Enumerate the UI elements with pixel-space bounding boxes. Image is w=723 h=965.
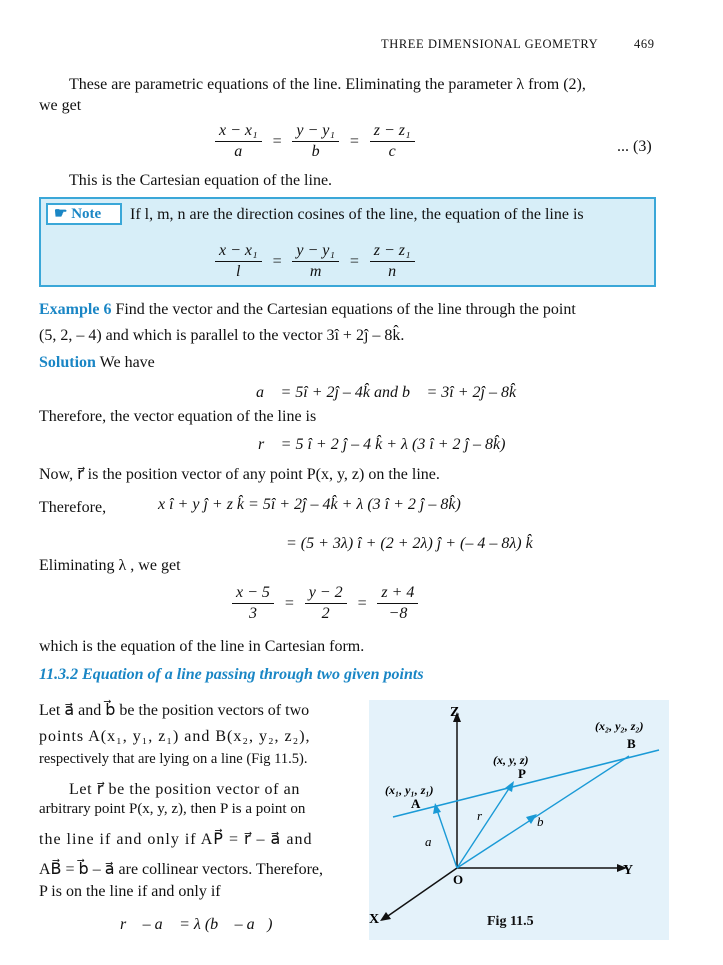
solution-line: Therefore, [39,499,107,516]
x-label: X [369,912,380,927]
point-b-label: B [627,736,636,751]
solution-eq: a⃗ = 5î + 2ĵ – 4k̂ and b⃗ = 3î + 2ĵ – 8k̂ [256,384,517,401]
section-line: Let r⃗ be the position vector of an [69,781,300,798]
figure-caption: Fig 11.5 [487,914,534,929]
point-p-coord: (x, y, z) [493,753,529,767]
solution-eq: r⃗ = 5 î + 2 ĵ – 4 k̂ + λ (3 î + 2 ĵ – 8k̂) [258,436,506,453]
solution-line: Therefore, the vector equation of the line is [39,408,317,425]
z-label: Z [450,705,460,720]
equation-label: ... (3) [617,138,652,155]
fraction: $\frac{\text{z − z₁}}{c}$ [370,122,415,161]
section-line: the line if and only if AP⃗ = r⃗ – a⃗ and [39,831,313,848]
fraction: $\frac{x - 5}{3}$ [232,584,274,623]
fraction: $\frac{\text{x − x₁}}{a}$ [215,122,262,161]
para-line: These are parametric equations of the line. Eliminating the parameter λ from (2), [69,76,586,93]
solution-label: Solution [39,354,96,371]
example-line: Example 6 Find the vector and the Cartesian equations of the line through the point [39,301,576,318]
para-line: we get [39,97,82,114]
cartesian-equation: $\frac{x - 5}{3}$ = $\frac{y - 2}{2}$ = $\frac{z + 4}{-8}$ [232,584,418,623]
fraction: $\frac{z + 4}{-8}$ [377,584,418,623]
y-label: Y [623,863,634,878]
running-header: THREE DIMENSIONAL GEOMETRY [381,37,599,51]
origin-label: O [453,872,464,887]
note-text: If l, m, n are the direction cosines of the line, the equation of the line is [130,206,584,223]
solution-eq: = (5 + 3λ) î + (2 + 2λ) ĵ + (– 4 – 8λ) k̂ [286,535,533,552]
fraction: $\frac{\text{y − y₁}}{m}$ [292,242,339,281]
figure-11-5 [369,700,669,940]
para-line: This is the Cartesian equation of the line. [69,172,333,189]
section-line: arbitrary point P(x, y, z), then P is a point on [39,801,306,817]
section-line: P is on the line if and only if [39,883,221,900]
vector-b-label: b⃗ [537,814,554,829]
page-number: 469 [634,37,655,51]
point-p-label: P [518,766,526,781]
fraction: $\frac{\text{x − x₁}}{l}$ [215,242,262,281]
section-line: respectively that are lying on a line (Fig 11.5). [39,751,308,767]
note-badge: ☛ Note [46,203,122,225]
point-a-coord: (x₁, y₁, z₁) [385,783,434,797]
section-eq: r⃗ – a⃗ = λ (b⃗ – a⃗) [120,916,273,933]
solution-eq: x î + y ĵ + z k̂ = 5î + 2ĵ – 4k̂ + λ (3 î + 2 ĵ – 8k̂) [158,496,461,513]
solution-line: Eliminating λ , we get [39,557,181,574]
section-line: points A(x₁, y₁, z₁) and B(x₂, y₂, z₂), [39,728,311,745]
fraction: $\frac{\text{z − z₁}}{n}$ [370,242,415,281]
example-line: (5, 2, – 4) and which is parallel to the vector 3î + 2ĵ – 8k̂. [39,327,405,344]
section-line: Let a⃗ and b⃗ be the position vectors of two [39,702,310,719]
fraction: $\frac{\text{y − y₁}}{b}$ [292,122,339,161]
point-a-label: A [411,796,421,811]
solution-line: which is the equation of the line in Cartesian form. [39,638,365,655]
section-line: AB⃗ = b⃗ – a⃗ are collinear vectors. Therefore, [39,861,323,878]
fraction: $\frac{y - 2}{2}$ [305,584,347,623]
note-equation: $\frac{\text{x − x₁}}{l}$ = $\frac{\text{y − y₁}}{m}$ = $\frac{\text{z − z₁}}{n}$ [215,242,415,281]
figure-background [369,700,669,940]
point-b-coord: (x₂, y₂, z₂) [595,719,644,733]
vector-a-label: a⃗ [425,834,442,849]
solution-line: Solution We have [39,354,155,371]
solution-line: Now, r⃗ is the position vector of any point P(x, y, z) on the line. [39,466,440,483]
equation-3: $\frac{\text{x − x₁}}{a}$ = $\frac{\text{y − y₁}}{b}$ = $\frac{\text{z − z₁}}{c}$ [215,122,415,161]
example-label: Example 6 [39,301,112,318]
vector-r-label: r⃗ [477,808,493,823]
section-heading: 11.3.2 Equation of a line passing through two given points [39,666,424,683]
